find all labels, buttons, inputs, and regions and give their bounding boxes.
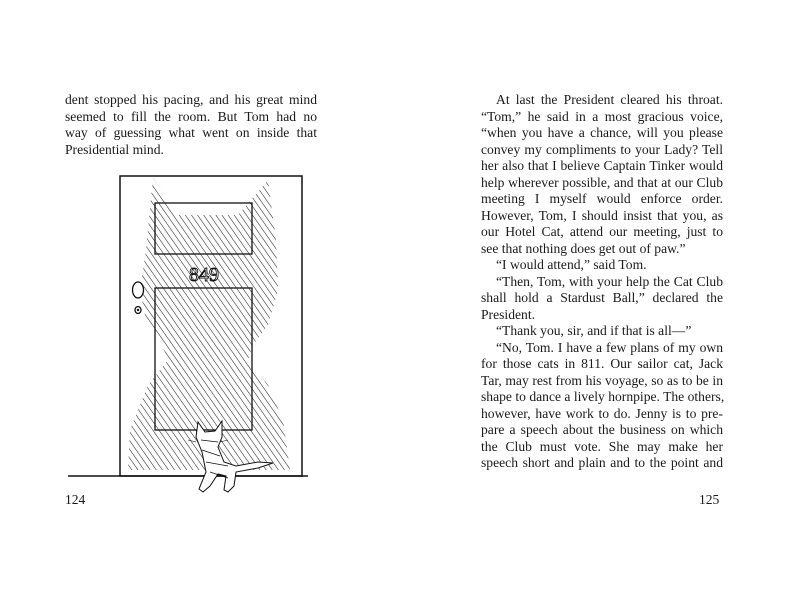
text-line: meeting I myself would enforce order. <box>481 191 723 206</box>
text-line: our Hotel Cat, attend our meeting, just to <box>481 224 723 239</box>
text-line: Tar, may rest from his voyage, so as to be in <box>481 372 723 388</box>
text-line: shall hold a Stardust Ball,” declared the <box>481 290 723 305</box>
door-number: 849 <box>189 264 219 286</box>
text-line: see that nothing does get out of paw.” <box>481 240 686 256</box>
text-line: seemed to fill the room. But Tom had no <box>65 108 317 124</box>
text-line: However, Tom, I should insist that you, as <box>481 207 723 223</box>
text-line: the Club must vote. She may make her <box>481 438 723 454</box>
text-line: however, have work to do. Jenny is to pre- <box>481 405 723 421</box>
text-line: “when you have a chance, will you please <box>481 125 723 140</box>
text-line: dent stopped his pacing, and his great mind <box>65 92 317 107</box>
paragraph <box>466 257 723 274</box>
page-number: 125 <box>699 492 720 507</box>
paragraph <box>466 340 723 472</box>
door-cat-illustration <box>68 170 308 500</box>
text-line: “Thank you, sir, and if that is all—” <box>496 323 692 338</box>
page-number: 124 <box>65 492 86 507</box>
text-line: shape to dance a lively hornpipe. The others, <box>481 389 725 404</box>
paragraph <box>466 274 723 324</box>
text-line: “Then, Tom, with your help the Cat Club <box>496 273 723 289</box>
text-line: for those cats in 811. Our sailor cat, Jack <box>481 356 723 371</box>
right-page-text <box>466 92 723 472</box>
text-line: speech short and plain and to the point and <box>481 455 723 470</box>
text-line: convey my compliments to your Lady? Tell <box>481 141 723 157</box>
paragraph <box>466 92 723 257</box>
left-page-text <box>65 92 317 158</box>
text-line: her also that I believe Captain Tinker would <box>481 158 723 173</box>
paragraph <box>65 92 317 158</box>
text-line: President. <box>481 306 535 322</box>
right-page <box>396 0 792 612</box>
paragraph <box>466 323 723 340</box>
text-line: “I would attend,” said Tom. <box>496 257 647 272</box>
text-line: Presidential mind. <box>65 141 164 157</box>
text-line: “No, Tom. I have a few plans of my own <box>496 339 723 355</box>
text-line: help wherever possible, and that at our Club <box>481 174 723 190</box>
text-line: way of guessing what went on inside that <box>65 125 317 140</box>
text-line: “Tom,” he said in a most gracious voice, <box>481 108 723 124</box>
text-line: pare a speech about the business on which <box>481 422 723 437</box>
text-line: At last the President cleared his throat. <box>496 92 723 107</box>
